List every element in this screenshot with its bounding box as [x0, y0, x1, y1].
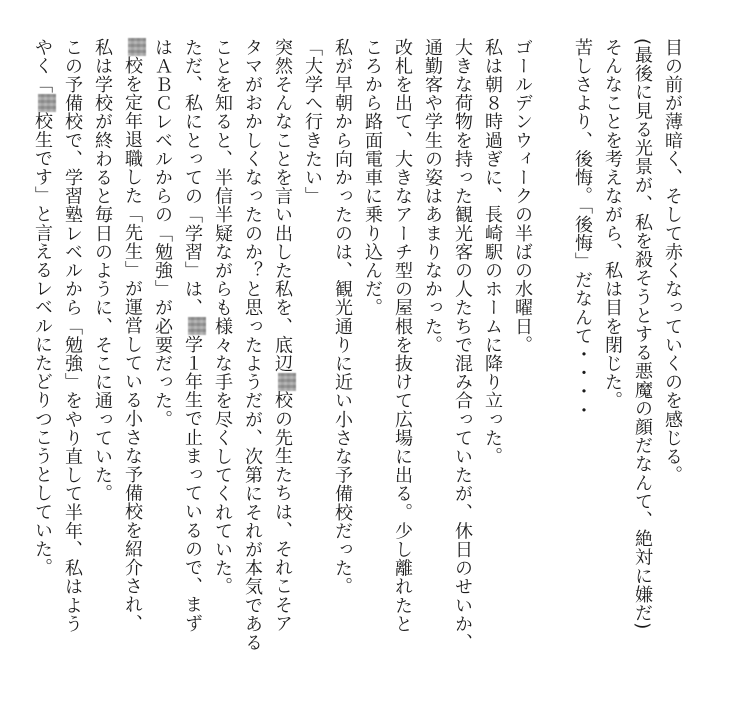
text-line: ころから路面電車に乗り込んだ。 — [362, 38, 383, 317]
mosaic-censor-icon — [38, 94, 56, 112]
text-line: (最後に見る光景が、私を殺そうとする悪魔の顔だなんて、絶対に嫌だ) — [632, 38, 653, 630]
text-line: 改札を出て、大きなアーチ型の屋根を抜けて広場に出る。少し離れたと — [392, 38, 413, 634]
blank-line — [537, 38, 567, 698]
text-line: 突然そんなことを言い出した私を、底辺校の先生たちは、それこそア — [267, 38, 297, 698]
text-line: 私は学校が終わると毎日のように、そこに通っていた。 — [92, 38, 113, 503]
text-line: そんなことを考えながら、私は目を閉じた。 — [602, 38, 623, 410]
text-line: 通勤客や学生の姿はあまりなかった。 — [422, 38, 443, 355]
text-line: この予備校で、学習塾レベルから「勉強」をやり直して半年、私はよう — [62, 38, 83, 634]
text-line: 苦しさより、後悔。「後悔」だなんて・・・・ — [572, 38, 593, 420]
text-line: 目の前が薄暗く、そして赤くなっていくのを感じる。 — [662, 38, 683, 485]
text-line: 「大学へ行きたい」 — [302, 38, 323, 206]
text-line: はＡＢＣレベルからの「勉強」が必要だった。 — [152, 38, 173, 429]
mosaic-censor-icon — [188, 317, 206, 335]
text-line: 私が早朝から向かったのは、観光通りに近い小さな予備校だった。 — [332, 38, 353, 596]
text-line: 校を定年退職した「先生」が運営している小さな予備校を紹介され、 — [117, 38, 147, 698]
vertical-text-block — [27, 38, 687, 698]
text-line: ただ、私にとっての「学習」は、学１年生で止まっているので、まず — [177, 38, 207, 698]
text-line: ゴールデンウィークの半ばの水曜日。 — [512, 38, 533, 355]
text-line: ことを知ると、半信半疑ながらも様々な手を尽くしてくれていた。 — [212, 38, 233, 596]
text-line: 私は朝８時過ぎに、長崎駅のホームに降り立った。 — [482, 38, 503, 466]
text-line: やく「校生です」と言えるレベルにたどりつこうとしていた。 — [27, 38, 57, 698]
text-line: 大きな荷物を持った観光客の人たちで混み合っていたが、休日のせいか、 — [452, 38, 473, 652]
text-line: タマがおかしくなったのか？と思ったようだが、次第にそれが本気である — [242, 38, 263, 652]
mosaic-censor-icon — [278, 373, 296, 391]
mosaic-censor-icon — [128, 38, 146, 56]
